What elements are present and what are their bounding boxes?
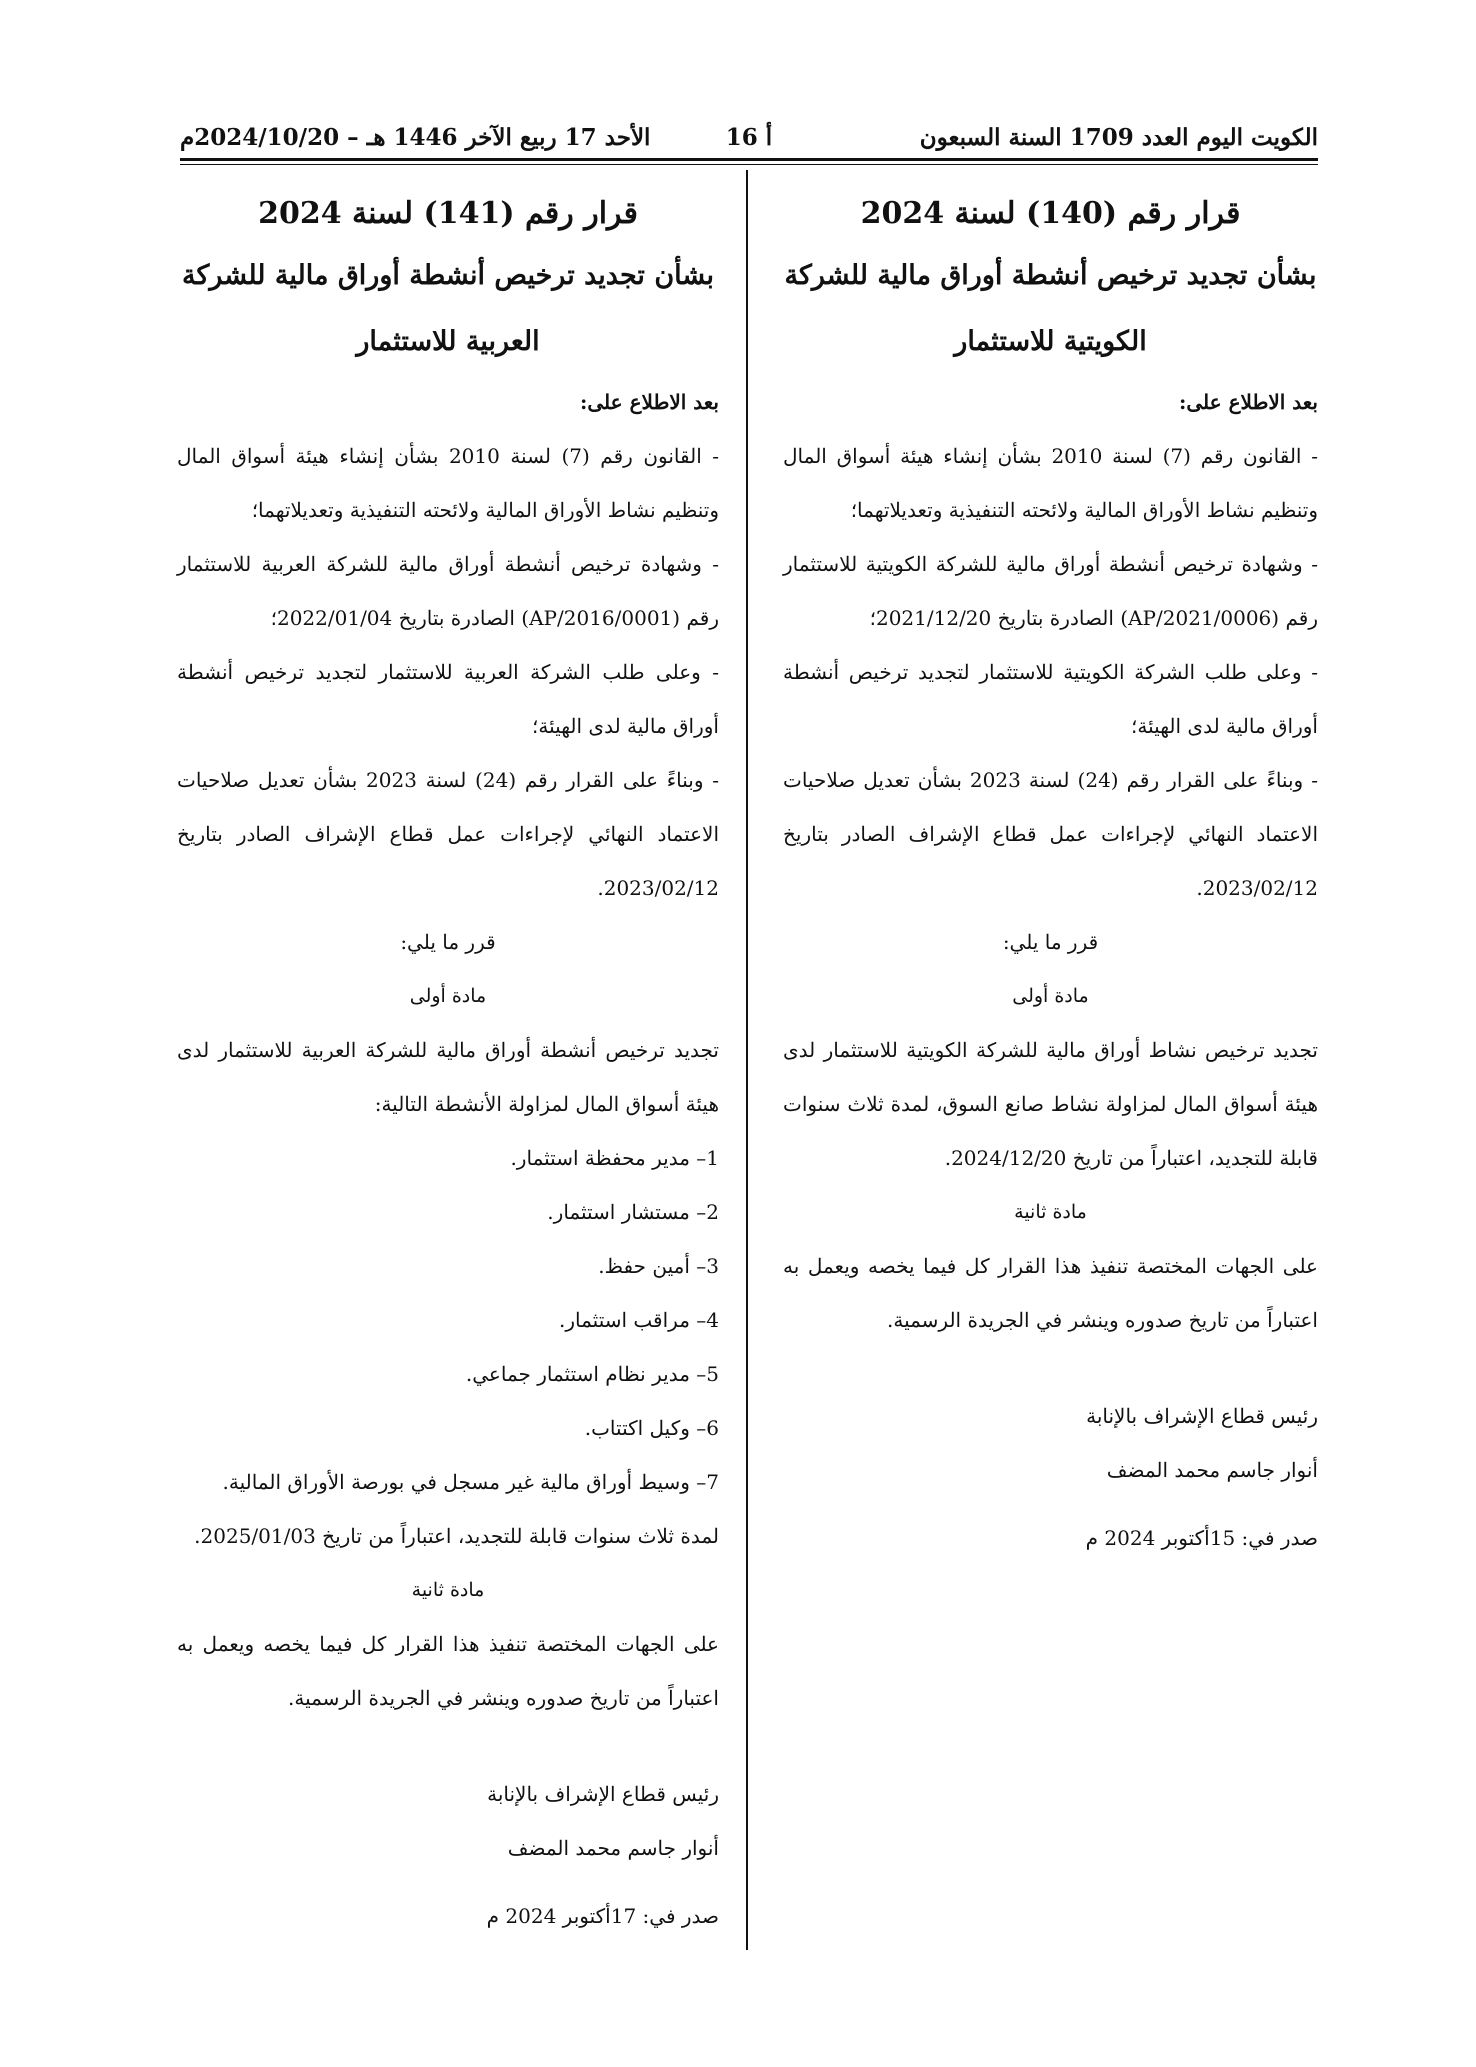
decision-140-column xyxy=(783,185,1318,1565)
decision-141-article-1-text: تجديد ترخيص أنشطة أوراق مالية للشركة العربية للاستثمار لدى هيئة أسواق المال لمزاولة الأنشطة التالية: xyxy=(177,1038,719,1116)
decision-140-subtitle-line-2: الكويتية للاستثمار xyxy=(954,326,1147,357)
decision-140-title: قرار رقم (140) لسنة 2024 xyxy=(860,196,1241,231)
decision-140-article-1-heading: مادة أولى xyxy=(1012,985,1089,1007)
decision-141-signer-title: رئيس قطاع الإشراف بالإنابة xyxy=(487,1782,719,1806)
decision-140-article-2-text: على الجهات المختصة تنفيذ هذا القرار كل فيما يخصه ويعمل به اعتباراً من تاريخ صدوره وينشر في الجريدة الرسمية. xyxy=(783,1254,1318,1332)
page-header xyxy=(180,118,1318,158)
decision-141-title: قرار رقم (141) لسنة 2024 xyxy=(258,196,638,231)
decision-141-preamble-4: - وبناءً على القرار رقم (24) لسنة 2023 بشأن تعديل صلاحيات الاعتماد النهائي لإجراءات عمل قطاع الإشراف الصادر بتاريخ 2023/02/12. xyxy=(177,768,719,900)
decision-140-preamble-4: - وبناءً على القرار رقم (24) لسنة 2023 بشأن تعديل صلاحيات الاعتماد النهائي لإجراءات عمل قطاع الإشراف الصادر بتاريخ 2023/02/12. xyxy=(783,768,1318,900)
activity-list-item: 1– مدير محفظة استثمار. xyxy=(510,1146,719,1170)
publication-date: الأحد 17 ربيع الآخر 1446 هـ – 2024/10/20م xyxy=(180,124,651,151)
decision-141-after-review: بعد الاطلاع على: xyxy=(580,390,719,414)
header-rule-thin xyxy=(180,164,1318,165)
decision-140-preamble-2: - وشهادة ترخيص أنشطة أوراق مالية للشركة الكويتية للاستثمار رقم (AP/2021/0006) الصادرة بتاريخ 2021/12/20؛ xyxy=(783,552,1318,630)
decision-141-subtitle-line-2: العربية للاستثمار xyxy=(356,326,540,357)
decision-141-article-1-heading: مادة أولى xyxy=(409,985,487,1007)
decision-140-article-2-heading: مادة ثانية xyxy=(1014,1201,1087,1223)
activity-list-item: 7– وسيط أوراق مالية غير مسجل في بورصة الأوراق المالية. xyxy=(222,1470,719,1494)
decision-140-signer-title: رئيس قطاع الإشراف بالإنابة xyxy=(1086,1404,1318,1428)
decision-141-preamble-2: - وشهادة ترخيص أنشطة أوراق مالية للشركة العربية للاستثمار رقم (AP/2016/0001) الصادرة بتاريخ 2022/01/04؛ xyxy=(177,552,719,630)
activity-list-item: 6– وكيل اكتتاب. xyxy=(584,1416,719,1440)
decision-140-after-review: بعد الاطلاع على: xyxy=(1179,390,1318,414)
decision-140-signer-name: أنوار جاسم محمد المضف xyxy=(1106,1458,1318,1482)
column-divider xyxy=(746,170,748,1950)
decision-141-preamble-1: - القانون رقم (7) لسنة 2010 بشأن إنشاء هيئة أسواق المال وتنظيم نشاط الأوراق المالية ولائحته التنفيذية وتعديلاتهما؛ xyxy=(177,444,719,522)
decision-141-article-2-heading: مادة ثانية xyxy=(411,1579,485,1601)
decision-140-subtitle-line-1: بشأن تجديد ترخيص أنشطة أوراق مالية للشركة xyxy=(784,260,1317,291)
decision-140-article-1-text: تجديد ترخيص نشاط أوراق مالية للشركة الكويتية للاستثمار لدى هيئة أسواق المال لمزاولة نشاط صانع السوق، لمدة ثلاث سنوات قابلة للتجديد، اعتباراً من تاريخ 2024/12/20. xyxy=(783,1038,1318,1170)
header-rule-thick xyxy=(180,158,1318,161)
decision-141-preamble-3: - وعلى طلب الشركة العربية للاستثمار لتجديد ترخيص أنشطة أوراق مالية لدى الهيئة؛ xyxy=(177,660,719,738)
decision-141-column xyxy=(177,185,719,1943)
decision-141-article-2-text: على الجهات المختصة تنفيذ هذا القرار كل فيما يخصه ويعمل به اعتباراً من تاريخ صدوره وينشر في الجريدة الرسمية. xyxy=(177,1632,719,1710)
activity-list-item: 2– مستشار استثمار. xyxy=(547,1200,719,1224)
decision-140-issued-date: صدر في: 15أكتوبر 2024 م xyxy=(1085,1526,1318,1550)
decision-141-duration: لمدة ثلاث سنوات قابلة للتجديد، اعتباراً من تاريخ 2025/01/03. xyxy=(194,1524,719,1548)
gazette-issue-info: الكويت اليوم العدد 1709 السنة السبعون xyxy=(919,124,1318,151)
decision-140-preamble-3: - وعلى طلب الشركة الكويتية للاستثمار لتجديد ترخيص أنشطة أوراق مالية لدى الهيئة؛ xyxy=(783,660,1318,738)
decision-141-subtitle-line-1: بشأن تجديد ترخيص أنشطة أوراق مالية للشركة xyxy=(182,260,714,291)
activity-list-item: 4– مراقب استثمار. xyxy=(558,1308,719,1332)
decision-141-signer-name: أنوار جاسم محمد المضف xyxy=(507,1836,719,1860)
activity-list-item: 5– مدير نظام استثمار جماعي. xyxy=(465,1362,719,1386)
decision-140-preamble-1: - القانون رقم (7) لسنة 2010 بشأن إنشاء هيئة أسواق المال وتنظيم نشاط الأوراق المالية ولائحته التنفيذية وتعديلاتهما؛ xyxy=(783,444,1319,522)
page-number: أ 16 xyxy=(725,124,773,151)
activity-list-item: 3– أمين حفظ. xyxy=(598,1254,719,1278)
decision-140-decided: قرر ما يلي: xyxy=(1002,930,1099,954)
decision-141-decided: قرر ما يلي: xyxy=(400,930,496,954)
decision-141-issued-date: صدر في: 17أكتوبر 2024 م xyxy=(486,1904,719,1928)
